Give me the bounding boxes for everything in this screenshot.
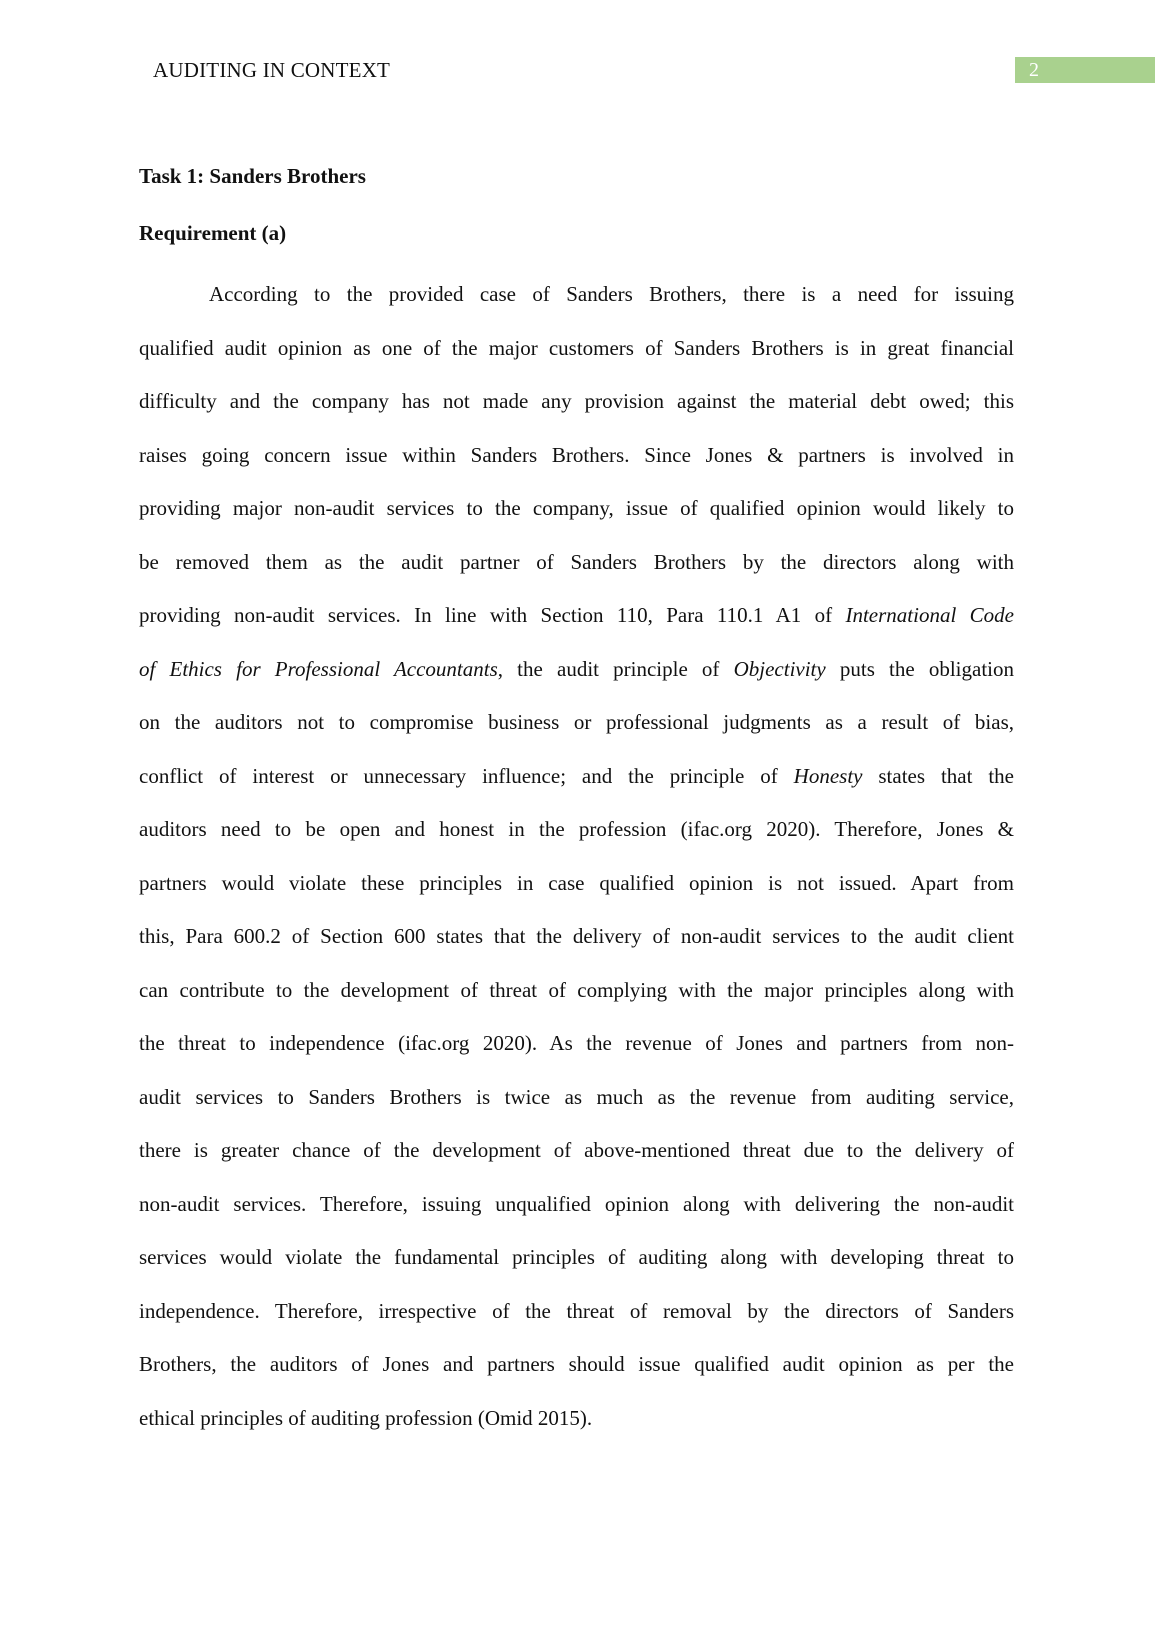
paragraph-line: partners would violate these principles in case qualified opinion is not issued. Apart from (139, 870, 1014, 895)
paragraph-line: there is greater chance of the development of above-mentioned threat due to the delivery of (139, 1138, 1014, 1162)
paragraph-line: services would violate the fundamental principles of auditing along with developing threat to (139, 1245, 1014, 1269)
paragraph-line: independence. Therefore, irrespective of the threat of removal by the directors of Sanders (139, 1298, 1014, 1323)
paragraph-line: non-audit services. Therefore, issuing unqualified opinion along with delivering the non-audit (139, 1191, 1014, 1216)
paragraph-line: on the auditors not to compromise business or professional judgments as a result of bias, (139, 710, 1014, 734)
paragraph-line: providing non-audit services. In line with Section 110, Para 110.1 A1 of International Code (139, 603, 1015, 627)
paragraph-line: this, Para 600.2 of Section 600 states that the delivery of non-audit services to the audit client (139, 924, 1014, 948)
requirement-heading: Requirement (a) (139, 221, 287, 245)
page-number-badge (1015, 57, 1155, 83)
running-head-title: AUDITING IN CONTEXT (153, 58, 391, 82)
paragraph-line: difficulty and the company has not made any provision against the material debt owed; this (139, 389, 1014, 413)
paragraph-line: Brothers, the auditors of Jones and partners should issue qualified audit opinion as per the (139, 1352, 1014, 1376)
honesty-term: Honesty (793, 763, 863, 788)
paragraph-line: conflict of interest or unnecessary influence; and the principle of Honesty states that the (139, 763, 1014, 788)
page-number: 2 (1029, 59, 1039, 81)
paragraph-line: the threat to independence (ifac.org 2020). As the revenue of Jones and partners from non- (139, 1031, 1014, 1055)
code-of-ethics-title-cont: of Ethics for Professional Accountants (139, 656, 498, 681)
task-heading: Task 1: Sanders Brothers (139, 164, 366, 188)
paragraph-line: qualified audit opinion as one of the major customers of Sanders Brothers is in great financial (139, 335, 1014, 360)
paragraph-line: can contribute to the development of threat of complying with the major principles along with (139, 977, 1014, 1002)
paragraph-line: be removed them as the audit partner of Sanders Brothers by the directors along with (139, 549, 1014, 574)
paragraph-line: ethical principles of auditing profession (Omid 2015). (139, 1405, 593, 1430)
paragraph-line: of Ethics for Professional Accountants, the audit principle of Objectivity puts the obligation (139, 656, 1015, 681)
paragraph-line: According to the provided case of Sanders Brothers, there is a need for issuing (209, 282, 1014, 306)
code-of-ethics-title: International Code (845, 603, 1015, 627)
objectivity-term: Objectivity (733, 656, 826, 681)
paragraph-line: raises going concern issue within Sanders Brothers. Since Jones & partners is involved in (139, 442, 1014, 467)
paragraph-line: auditors need to be open and honest in the profession (ifac.org 2020). Therefore, Jones & (139, 817, 1014, 841)
paragraph-line: providing major non-audit services to the company, issue of qualified opinion would likely to (139, 496, 1014, 520)
body-paragraph (139, 268, 1014, 1445)
paragraph-line: audit services to Sanders Brothers is twice as much as the revenue from auditing service, (139, 1084, 1014, 1109)
